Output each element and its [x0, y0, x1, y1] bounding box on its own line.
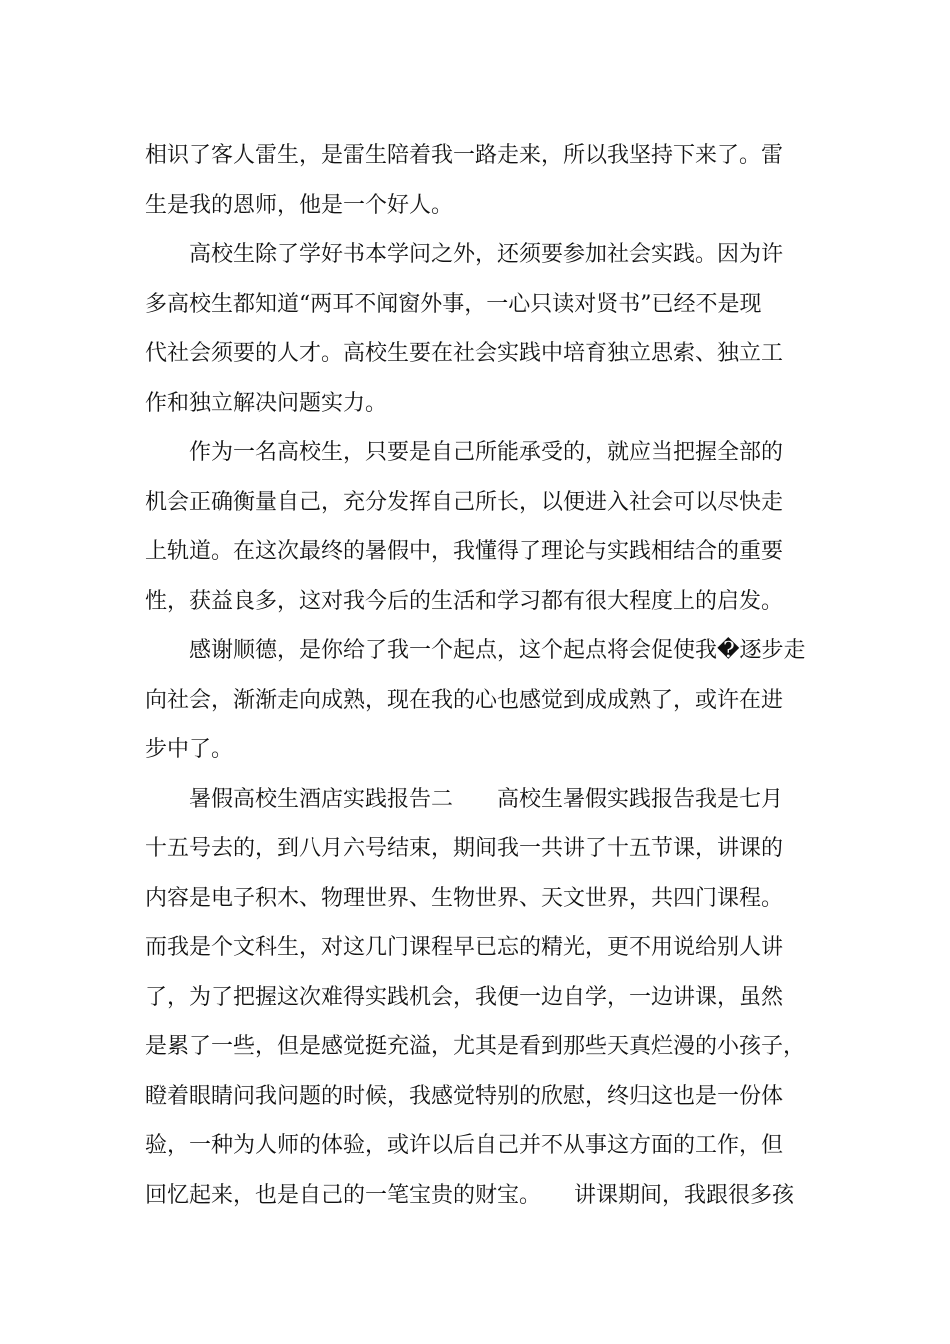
text-line: 验，一种为人师的体验，或许以后自己并不从事这方面的工作，但 — [145, 1133, 784, 1158]
text-line: 作为一名高校生，只要是自己所能承受的，就应当把握全部的 — [145, 440, 784, 465]
text-line: 相识了客人雷生，是雷生陪着我一路走来，所以我坚持下来了。雷 — [145, 143, 784, 168]
text-line: 生是我的恩师，他是一个好人。 — [145, 192, 454, 218]
text-line: 步中了。 — [145, 737, 234, 762]
body-text — [145, 131, 810, 1220]
text-line: 是累了一些，但是感觉挺充溢，尤其是看到那些天真烂漫的小孩子， — [145, 1034, 806, 1059]
text-line: 暑假高校生酒店实践报告二 高校生暑假实践报告我是七月 — [145, 786, 784, 812]
text-line: 回忆起来，也是自己的一笔宝贵的财宝。 讲课期间，我跟很多孩 — [145, 1182, 795, 1208]
text-line: 作和独立解决问题实力。 — [145, 390, 388, 416]
text-line: 而我是个文科生，对这几门课程早已忘的精光，更不用说给别人讲 — [145, 935, 784, 960]
text-line: 代社会须要的人才。高校生要在社会实践中培育独立思索、独立工 — [145, 341, 784, 366]
text-line: 上轨道。在这次最终的暑假中，我懂得了理论与实践相结合的重要 — [145, 539, 784, 564]
text-line: 多高校生都知道“两耳不闻窗外事，一心只读对贤书”已经不是现 — [145, 291, 762, 317]
text-line: 内容是电子积木、物理世界、生物世界、天文世界，共四门课程。 — [145, 885, 784, 911]
text-line: 瞪着眼睛问我问题的时候，我感觉特别的欣慰，终归这也是一份体 — [145, 1083, 784, 1109]
text-line: 机会正确衡量自己，充分发挥自己所长，以便进入社会可以尽快走 — [145, 489, 784, 515]
text-line: 向社会，渐渐走向成熟，现在我的心也感觉到成成熟了，或许在进 — [145, 687, 784, 713]
text-line: 感谢顺德，是你给了我一个起点，这个起点将会促使我�逐步走 — [145, 638, 806, 663]
text-line: 高校生除了学好书本学问之外，还须要参加社会实践。因为许 — [145, 242, 784, 267]
text-line: 了，为了把握这次难得实践机会，我便一边自学，一边讲课，虽然 — [145, 984, 784, 1010]
text-line: 十五号去的，到八月六号结束，期间我一共讲了十五节课，讲课的 — [145, 836, 784, 861]
text-line: 性，获益良多，这对我今后的生活和学习都有很大程度上的启发。 — [145, 588, 784, 614]
